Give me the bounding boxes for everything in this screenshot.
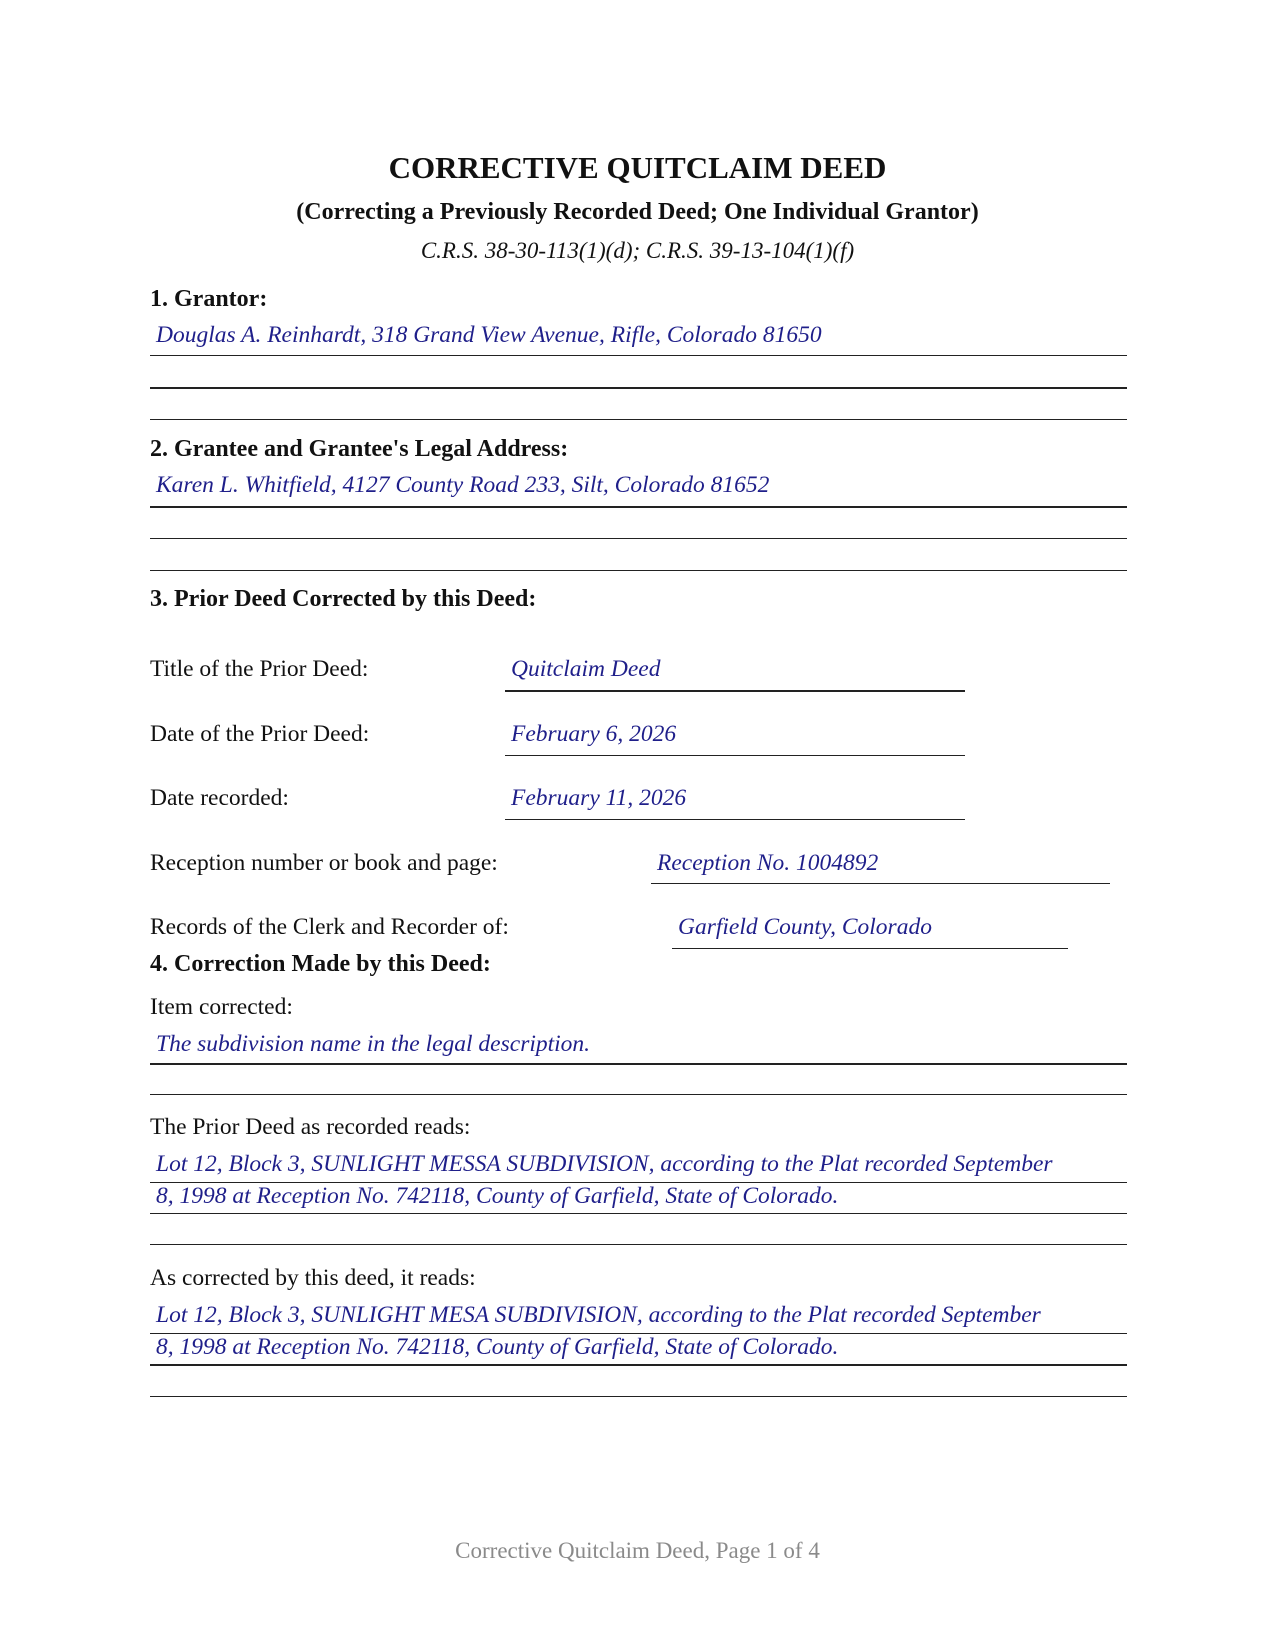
- corrected-reads-rule-2: [150, 1364, 1127, 1366]
- grantee-value[interactable]: Karen L. Whitfield, 4127 County Road 233, Silt, Colorado 81652: [156, 472, 770, 498]
- prior-deed-title-line: [505, 690, 965, 692]
- prior-deed-date-label: Date of the Prior Deed:: [150, 721, 370, 747]
- grantor-value[interactable]: Douglas A. Reinhardt, 318 Grand View Avenue, Rifle, Colorado 81650: [156, 322, 822, 348]
- prior-reads-line-2[interactable]: 8, 1998 at Reception No. 742118, County of Garfield, State of Colorado.: [156, 1183, 839, 1209]
- records-value[interactable]: Garfield County, Colorado: [678, 914, 932, 940]
- date-recorded-label: Date recorded:: [150, 785, 289, 811]
- reception-line: [651, 883, 1110, 884]
- records-label: Records of the Clerk and Recorder of:: [150, 914, 509, 940]
- document-subtitle: (Correcting a Previously Recorded Deed; One Individual Grantor): [296, 199, 979, 225]
- prior-reads-rule-3: [150, 1244, 1127, 1245]
- prior-reads-rule-2: [150, 1213, 1127, 1214]
- grantee-line-3: [150, 570, 1127, 571]
- grantee-line-2: [150, 538, 1127, 539]
- corrected-reads-label: As corrected by this deed, it reads:: [150, 1265, 476, 1291]
- document-title: CORRECTIVE QUITCLAIM DEED: [388, 150, 887, 185]
- corrected-reads-line-2[interactable]: 8, 1998 at Reception No. 742118, County of Garfield, State of Colorado.: [156, 1334, 839, 1360]
- prior-deed-date-value[interactable]: February 6, 2026: [511, 721, 677, 747]
- correction-heading: 4. Correction Made by this Deed:: [150, 951, 491, 977]
- prior-reads-line-1[interactable]: Lot 12, Block 3, SUNLIGHT MESSA SUBDIVISION, according to the Plat recorded September: [156, 1151, 1053, 1177]
- grantor-line-3: [150, 419, 1127, 420]
- item-corrected-line-1: [150, 1063, 1127, 1065]
- prior-deed-date-line: [505, 755, 965, 756]
- reception-label: Reception number or book and page:: [150, 850, 498, 876]
- reception-value[interactable]: Reception No. 1004892: [657, 850, 879, 876]
- prior-reads-label: The Prior Deed as recorded reads:: [150, 1114, 471, 1140]
- item-corrected-line-2: [150, 1094, 1127, 1095]
- date-recorded-value[interactable]: February 11, 2026: [511, 785, 687, 811]
- date-recorded-line: [505, 819, 965, 820]
- item-corrected-value[interactable]: The subdivision name in the legal description.: [156, 1031, 591, 1057]
- prior-deed-title-value[interactable]: Quitclaim Deed: [511, 656, 661, 682]
- grantee-line-1: [150, 506, 1127, 508]
- grantor-line-1: [150, 355, 1127, 356]
- corrected-reads-rule-3: [150, 1396, 1127, 1397]
- grantee-heading: 2. Grantee and Grantee's Legal Address:: [150, 436, 569, 462]
- corrected-reads-line-1[interactable]: Lot 12, Block 3, SUNLIGHT MESA SUBDIVISION, according to the Plat recorded September: [156, 1302, 1041, 1328]
- grantor-heading: 1. Grantor:: [150, 286, 268, 312]
- records-line: [672, 948, 1068, 949]
- item-corrected-label: Item corrected:: [150, 994, 293, 1020]
- page-footer: Corrective Quitclaim Deed, Page 1 of 4: [455, 1538, 820, 1563]
- prior-deed-heading: 3. Prior Deed Corrected by this Deed:: [150, 586, 537, 612]
- grantor-line-2: [150, 387, 1127, 389]
- prior-deed-title-label: Title of the Prior Deed:: [150, 656, 369, 682]
- statute-citation: C.R.S. 38-30-113(1)(d); C.R.S. 39-13-104(1)(f): [420, 238, 855, 263]
